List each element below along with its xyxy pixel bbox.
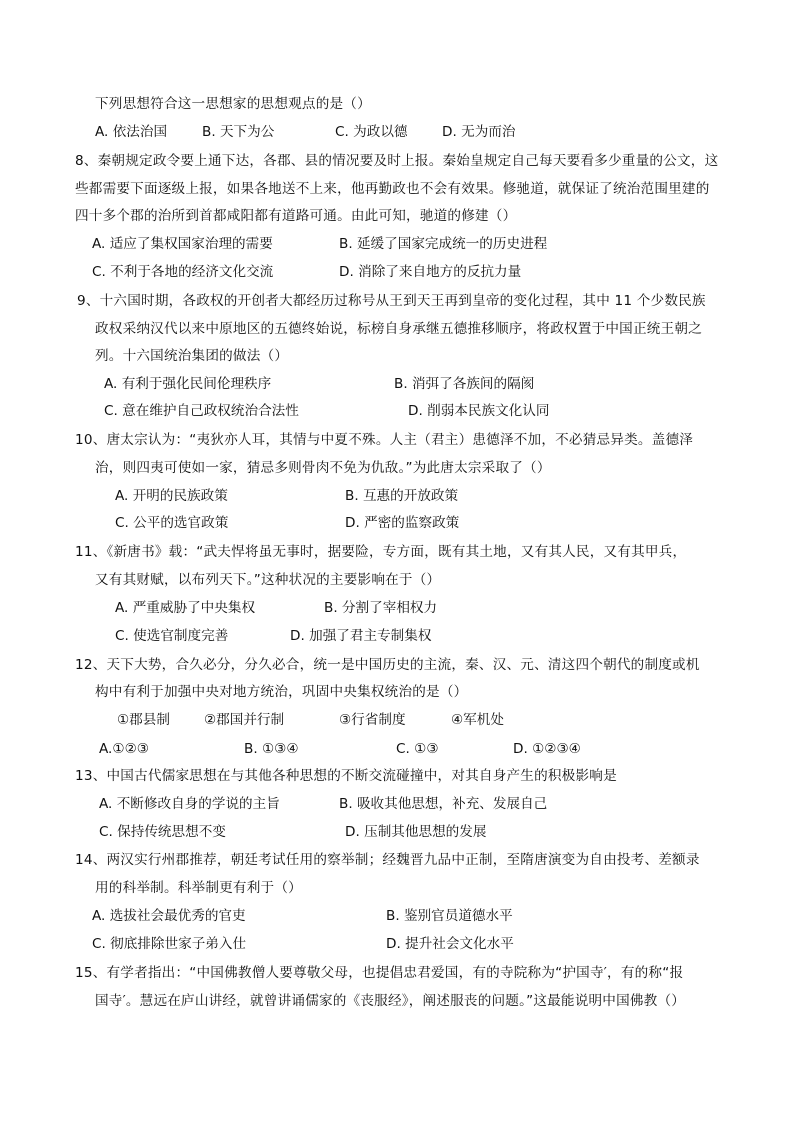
q9-option-c[interactable]: C. 意在维护自己政权统治合法性: [104, 403, 299, 419]
q11-option-b[interactable]: B. 分割了宰相权力: [324, 600, 438, 616]
q9-option-d[interactable]: D. 削弱本民族文化认同: [408, 403, 550, 419]
q8-option-d[interactable]: D. 消除了来自地方的反抗力量: [339, 264, 522, 280]
q14-option-c[interactable]: C. 彻底排除世家子弟入仕: [92, 936, 247, 952]
q8-option-b[interactable]: B. 延缓了国家完成统一的历史进程: [339, 236, 548, 252]
q11-option-a[interactable]: A. 严重威胁了中央集权: [115, 600, 256, 616]
q13-option-b[interactable]: B. 吸收其他思想，补充、发展自己: [339, 796, 548, 812]
q14-option-a[interactable]: A. 选拔社会最优秀的官吏: [92, 908, 246, 924]
q12-stem-line-1: 12、天下大势，合久必分，分久必合，统一是中国历史的主流，秦、汉、元、清这四个朝代的制度或机: [75, 657, 700, 673]
q14-option-d[interactable]: D. 提升社会文化水平: [386, 936, 514, 952]
q9-stem-line-1: 9、十六国时期，各政权的开创者大都经历过称号从王到天王再到皇帝的变化过程，其中 11 个少数民族: [77, 293, 706, 309]
q10-stem-line-2: 治，则四夷可使如一家，猜忌多则骨肉不免为仇敌。”为此唐太宗采取了（）: [95, 460, 551, 476]
q11-stem-line-1: 11、《新唐书》载：“武夫悍将虽无事时，据要险，专方面，既有其土地，又有其人民，又有其甲兵，: [75, 544, 687, 560]
q12-item-4: ④军机处: [451, 712, 504, 728]
q14-stem-line-1: 14、两汉实行州郡推荐，朝廷考试任用的察举制；经魏晋九品中正制，至隋唐演变为自由投考、差额录: [75, 852, 700, 868]
q13-option-c[interactable]: C. 保持传统思想不变: [99, 824, 226, 840]
q7-stem-tail: 下列思想符合这一思想家的思想观点的是（）: [95, 96, 371, 112]
q10-option-d[interactable]: D. 严密的监察政策: [345, 515, 460, 531]
q11-option-c[interactable]: C. 使选官制度完善: [115, 628, 229, 644]
q8-stem-line-1: 8、秦朝规定政令要上通下达，各郡、县的情况要及时上报。秦始皇规定自己每天要看多少重量的公文，这: [75, 153, 719, 169]
q12-item-2: ②郡国并行制: [204, 712, 285, 728]
q15-stem-line-1: 15、有学者指出：“中国佛教僧人要尊敬父母，也提倡忠君爱国，有的寺院称为“护国寺′，有的称“报: [75, 965, 684, 981]
q12-option-b[interactable]: B. ①③④: [244, 741, 299, 757]
q12-item-3: ③行省制度: [339, 712, 406, 728]
q12-option-a[interactable]: A.①②③: [99, 741, 149, 757]
q11-option-d[interactable]: D. 加强了君主专制集权: [290, 628, 432, 644]
q13-stem-line-1: 13、中国古代儒家思想在与其他各种思想的不断交流碰撞中，对其自身产生的积极影响是: [75, 768, 617, 784]
q12-item-1: ①郡县制: [117, 712, 170, 728]
q9-option-b[interactable]: B. 消弭了各族间的隔阂: [394, 376, 535, 392]
q9-stem-line-3: 列。十六国统治集团的做法（）: [95, 348, 289, 364]
q7-option-d[interactable]: D. 无为而治: [442, 124, 516, 140]
q8-option-a[interactable]: A. 适应了集权国家治理的需要: [92, 236, 273, 252]
q8-stem-line-3: 四十多个郡的治所到首都咸阳都有道路可通。由此可知，驰道的修建（）: [75, 208, 517, 224]
q13-option-d[interactable]: D. 压制其他思想的发展: [345, 824, 487, 840]
q9-stem-line-2: 政权采纳汉代以来中原地区的五德终始说，标榜自身承继五德推移顺序，将政权置于中国正统王朝之: [95, 321, 702, 337]
q14-option-b[interactable]: B. 鉴别官员道德水平: [386, 908, 513, 924]
q12-option-c[interactable]: C. ①③: [396, 741, 439, 757]
q10-stem-line-1: 10、唐太宗认为：“夷狄亦人耳，其情与中夏不殊。人主（君主）患德泽不加，不必猜忌异类。盖德泽: [75, 432, 694, 448]
q12-stem-line-2: 构中有利于加强中央对地方统治，巩固中央集权统治的是（）: [95, 684, 468, 700]
q8-stem-line-2: 些都需要下面逐级上报，如果各地送不上来，他再勤政也不会有效果。修驰道，就保证了统治范围里建的: [75, 181, 710, 197]
q9-option-a[interactable]: A. 有利于强化民间伦理秩序: [104, 376, 272, 392]
q7-option-c[interactable]: C. 为政以德: [335, 124, 408, 140]
q8-option-c[interactable]: C. 不利于各地的经济文化交流: [92, 264, 274, 280]
q10-option-b[interactable]: B. 互惠的开放政策: [345, 488, 459, 504]
q12-option-d[interactable]: D. ①②③④: [513, 741, 581, 757]
q10-option-a[interactable]: A. 开明的民族政策: [115, 488, 228, 504]
q11-stem-line-2: 又有其财赋，以布列天下。”这种状况的主要影响在于（）: [95, 572, 441, 588]
q13-option-a[interactable]: A. 不断修改自身的学说的主旨: [99, 796, 280, 812]
q14-stem-line-2: 用的科举制。科举制更有利于（）: [95, 880, 302, 896]
q10-option-c[interactable]: C. 公平的选官政策: [115, 515, 229, 531]
q7-option-b[interactable]: B. 天下为公: [202, 124, 275, 140]
q15-stem-line-2: 国寺′。慧远在庐山讲经，就曾讲诵儒家的《丧服经》，阐述服丧的问题。”这最能说明中国佛教（）: [95, 993, 686, 1009]
q7-option-a[interactable]: A. 依法治国: [95, 124, 168, 140]
